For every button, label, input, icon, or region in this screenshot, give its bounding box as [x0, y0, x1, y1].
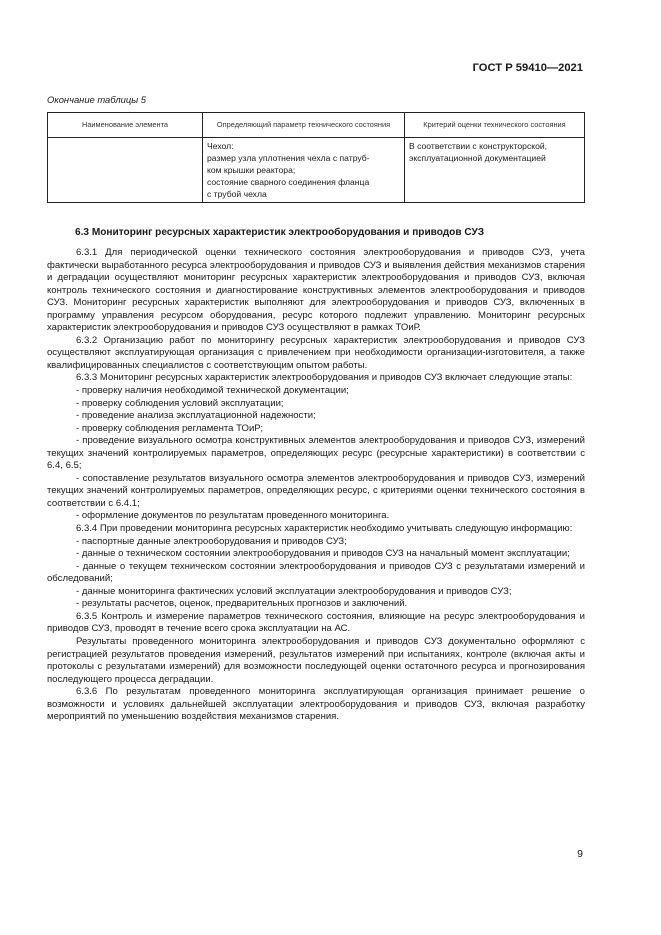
list-item: - проведение анализа эксплуатационной надежности; — [76, 410, 316, 422]
paragraph: 6.3.1 Для периодической оценки технического состояния электрооборудования и приводов СУЗ, учета фактически выработанного ресурса электрооборудования и приводов СУЗ и выявления действия механизмов старения и деградации осуществляют мониторинг ресурсных характеристик электрооборудования и приводов СУЗ, включая контроль технического состояния и диагностирование конструктивных элементов электрооборудования и приводов СУЗ. Мониторинг ресурсных характеристик выполняют для электрооборудования и приводов СУЗ, включенных в программу управления ресурсом оборудования, ресурс которого подлежит управлению. Мониторинг ресурсных характеристик электрооборудования и приводов СУЗ осуществляют в рамках ТОиР. — [47, 247, 585, 334]
table-5 — [47, 112, 585, 203]
list-item: - проверку соблюдения условий эксплуатации; — [76, 397, 284, 409]
list-item: - оформление документов по результатам проведенного мониторинга. — [76, 510, 390, 522]
column-header-element: Наименование элемента — [48, 113, 203, 138]
cell-criterion — [405, 138, 585, 203]
table-header-row — [48, 113, 585, 138]
paragraph: 6.3.2 Организацию работ по мониторингу ресурсных характеристик электрооборудования и приводов СУЗ осуществляют эксплуатирующая организация с привлечением при необходимости организации-изготовителя, а также квалифицированных специалистов с соответствующим опытом работы. — [47, 334, 585, 371]
list-item: - данные о текущем техническом состоянии электрооборудования и приводов СУЗ с результатами измерений и обследований; — [47, 560, 585, 585]
cell-line: состояние сварного соединения фланца — [207, 177, 370, 187]
cell-line: В соответствии с конструкторской, — [409, 141, 548, 151]
paragraph: 6.3.4 При проведении мониторинга ресурсных характеристик необходимо учитывать следующую информацию: — [76, 523, 573, 535]
list-item: - проведение визуального осмотра конструктивных элементов электрооборудования и приводов СУЗ, измерений текущих значений контролируемых параметров, определяющих ресурс (ресурсные характеристики) в соответствии с 6.4, 6.5; — [47, 435, 585, 472]
list-item: - проверку наличия необходимой технической документации; — [76, 385, 349, 397]
paragraph: 6.3.5 Контроль и измерение параметров технического состояния, влияющие на ресурс электрооборудования и приводов СУЗ, проводят в течение всего срока эксплуатации на АС. — [47, 610, 585, 635]
table-caption: Окончание таблицы 5 — [47, 94, 146, 105]
list-item: - паспортные данные электрооборудования и приводов СУЗ; — [76, 535, 347, 547]
list-item: - сопоставление результатов визуального осмотра элементов электрооборудования и приводов СУЗ, измерений текущих значений контролируемых параметров, определяющих ресурс, с критериями оценки технического состояния в соответствии с 6.4.1; — [47, 472, 585, 509]
cell-line: ком крышки реактора; — [207, 165, 296, 175]
section-heading: 6.3 Мониторинг ресурсных характеристик электрооборудования и приводов СУЗ — [75, 227, 485, 238]
page-number: 9 — [577, 848, 583, 860]
table-row — [48, 138, 585, 203]
list-item: - проверку соблюдения регламента ТОиР; — [76, 422, 264, 434]
paragraph: Результаты проведенного мониторинга электрооборудования и приводов СУЗ документально оформляют с регистрацией результатов проведения измерений, результатов измерений при испытаниях, контроле (включая акты и протоколы с результатами измерений) для возможности последующей оценки остаточного ресурса и прогнозирования последующего процесса деградации. — [47, 635, 585, 685]
list-item: - данные мониторинга фактических условий эксплуатации электрооборудования и приводов СУЗ; — [76, 585, 512, 597]
cell-line: эксплуатационной документацией — [409, 153, 546, 163]
cell-element — [48, 138, 203, 203]
list-item: - данные о техническом состоянии электрооборудования и приводов СУЗ на начальный момент эксплуатации; — [76, 548, 570, 560]
column-header-criterion: Критерий оценки технического состояния — [405, 113, 585, 138]
cell-line: Чехол: — [207, 141, 234, 151]
section-body — [47, 247, 585, 724]
list-item: - результаты расчетов, оценок, предварительных прогнозов и заключений. — [76, 598, 408, 610]
standard-number: ГОСТ Р 59410—2021 — [472, 62, 583, 74]
column-header-parameter: Определяющий параметр технического состояния — [203, 113, 405, 138]
cell-line: с трубой чехла — [207, 189, 267, 199]
paragraph: 6.3.6 По результатам проведенного мониторинга эксплуатирующая организация принимает решение о возможности и условиях дальнейшей эксплуатации электрооборудования и приводов СУЗ, включая разработку мероприятий по уменьшению воздействия механизмов старения. — [47, 686, 585, 723]
cell-parameter — [203, 138, 405, 203]
cell-line: размер узла уплотнения чехла с патруб- — [207, 153, 370, 163]
paragraph: 6.3.3 Мониторинг ресурсных характеристик электрооборудования и приводов СУЗ включает следующие этапы: — [76, 372, 573, 384]
